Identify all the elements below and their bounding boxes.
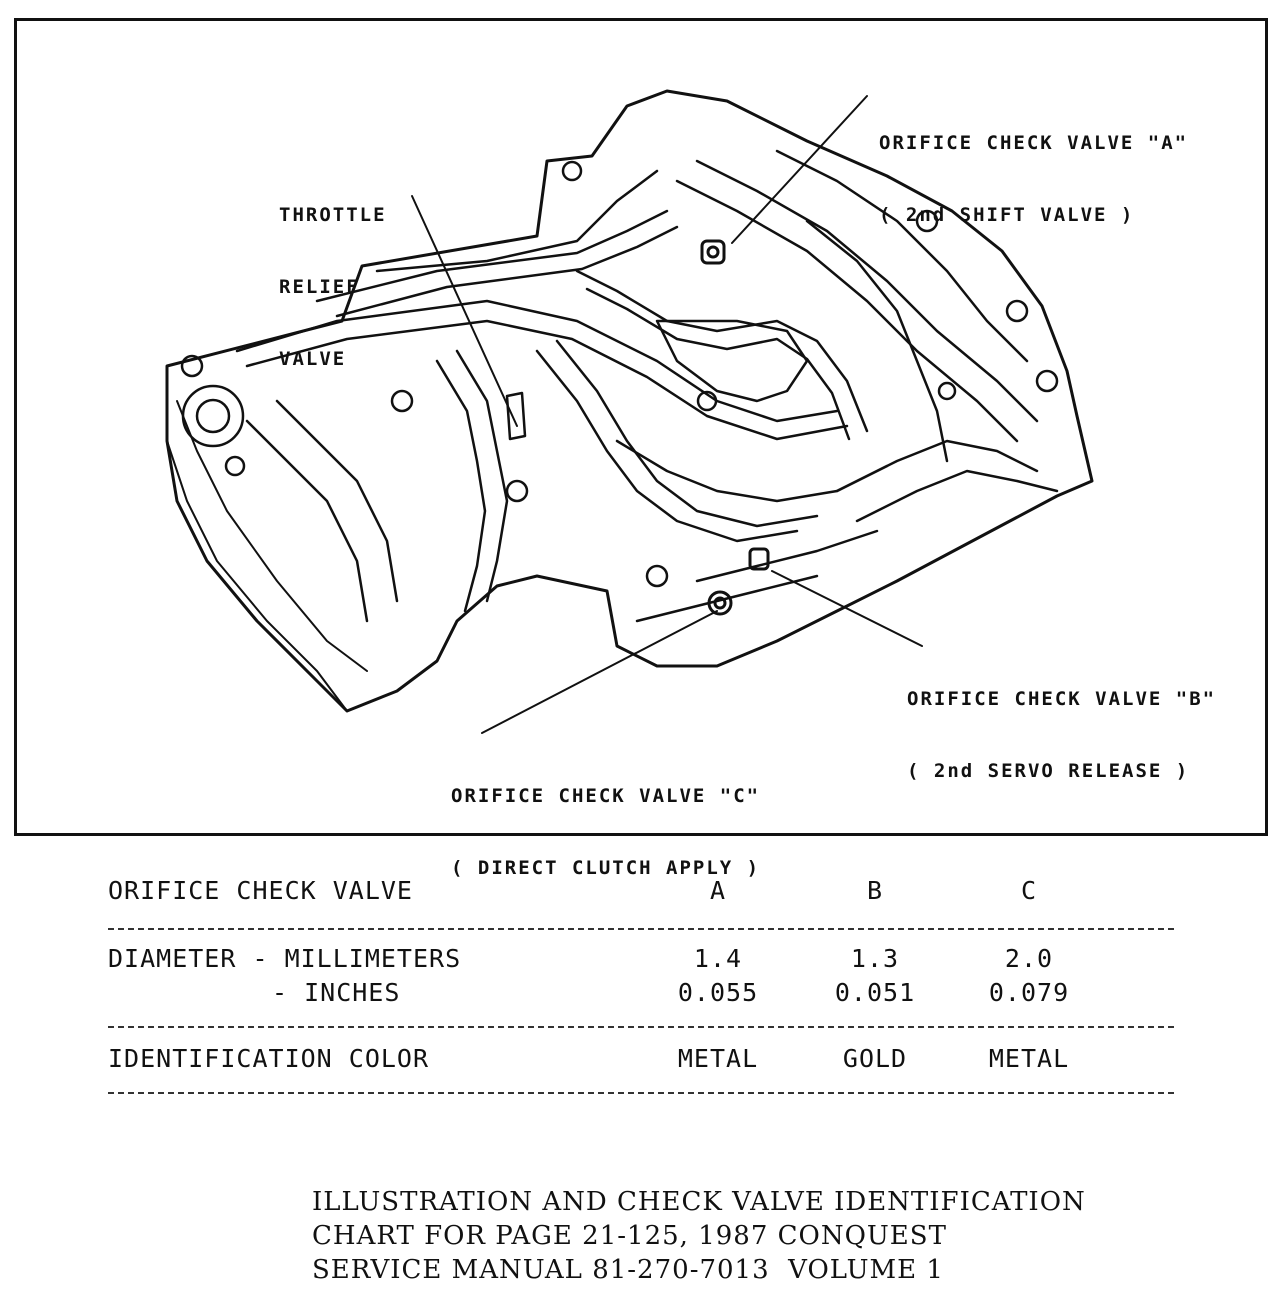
diameter-mm-c: 2.0 [1004, 944, 1054, 973]
diameter-in-a: 0.055 [677, 978, 759, 1007]
valve-b-line-2: ( 2nd SERVO RELEASE ) [907, 760, 1190, 782]
diameter-mm-b: 1.3 [850, 944, 900, 973]
valve-a-line-1: ORIFICE CHECK VALVE "A" [879, 132, 1189, 154]
caption-line-1: ILLUSTRATION AND CHECK VALVE IDENTIFICATION [312, 1187, 1086, 1217]
diameter-in-c: 0.079 [988, 978, 1070, 1007]
throttle-relief-valve-marker [507, 393, 525, 439]
throttle-relief-label [279, 155, 387, 419]
check-valve-markers [702, 241, 768, 614]
valve-c-line-1: ORIFICE CHECK VALVE "C" [451, 785, 761, 807]
valve-b-line-1: ORIFICE CHECK VALVE "B" [907, 688, 1217, 710]
throttle-relief-line-1: THROTTLE [279, 204, 387, 226]
table-divider [108, 1026, 1174, 1028]
header-col-c: C [1020, 876, 1038, 905]
diameter-in-label: - INCHES [272, 978, 401, 1007]
color-a: METAL [677, 1044, 759, 1073]
table-divider [108, 1092, 1174, 1094]
valve-a-label [879, 83, 1188, 275]
throttle-relief-line-2: RELIEF [279, 276, 360, 298]
header-col-a: A [709, 876, 727, 905]
color-c: METAL [988, 1044, 1070, 1073]
caption [312, 1185, 1086, 1287]
diameter-in-b: 0.051 [834, 978, 916, 1007]
valve-a-line-2: ( 2nd SHIFT VALVE ) [879, 204, 1135, 226]
throttle-relief-line-3: VALVE [279, 348, 347, 370]
caption-line-3: SERVICE MANUAL 81-270-7013 VOLUME 1 [312, 1255, 944, 1285]
header-col-b: B [866, 876, 884, 905]
diameter-mm-a: 1.4 [693, 944, 743, 973]
check-valve-a-marker [702, 241, 724, 263]
table-divider [108, 928, 1174, 930]
valve-b-label [907, 639, 1216, 831]
header-label: ORIFICE CHECK VALVE [108, 876, 413, 905]
color-b: GOLD [842, 1044, 908, 1073]
color-label: IDENTIFICATION COLOR [108, 1044, 430, 1073]
caption-line-2: CHART FOR PAGE 21-125, 1987 CONQUEST [312, 1221, 947, 1251]
valve-c-line-2: ( DIRECT CLUTCH APPLY ) [451, 857, 761, 879]
illustration-frame [14, 18, 1268, 879]
diameter-mm-label: DIAMETER - MILLIMETERS [108, 944, 462, 973]
valve-body-side [167, 441, 347, 711]
